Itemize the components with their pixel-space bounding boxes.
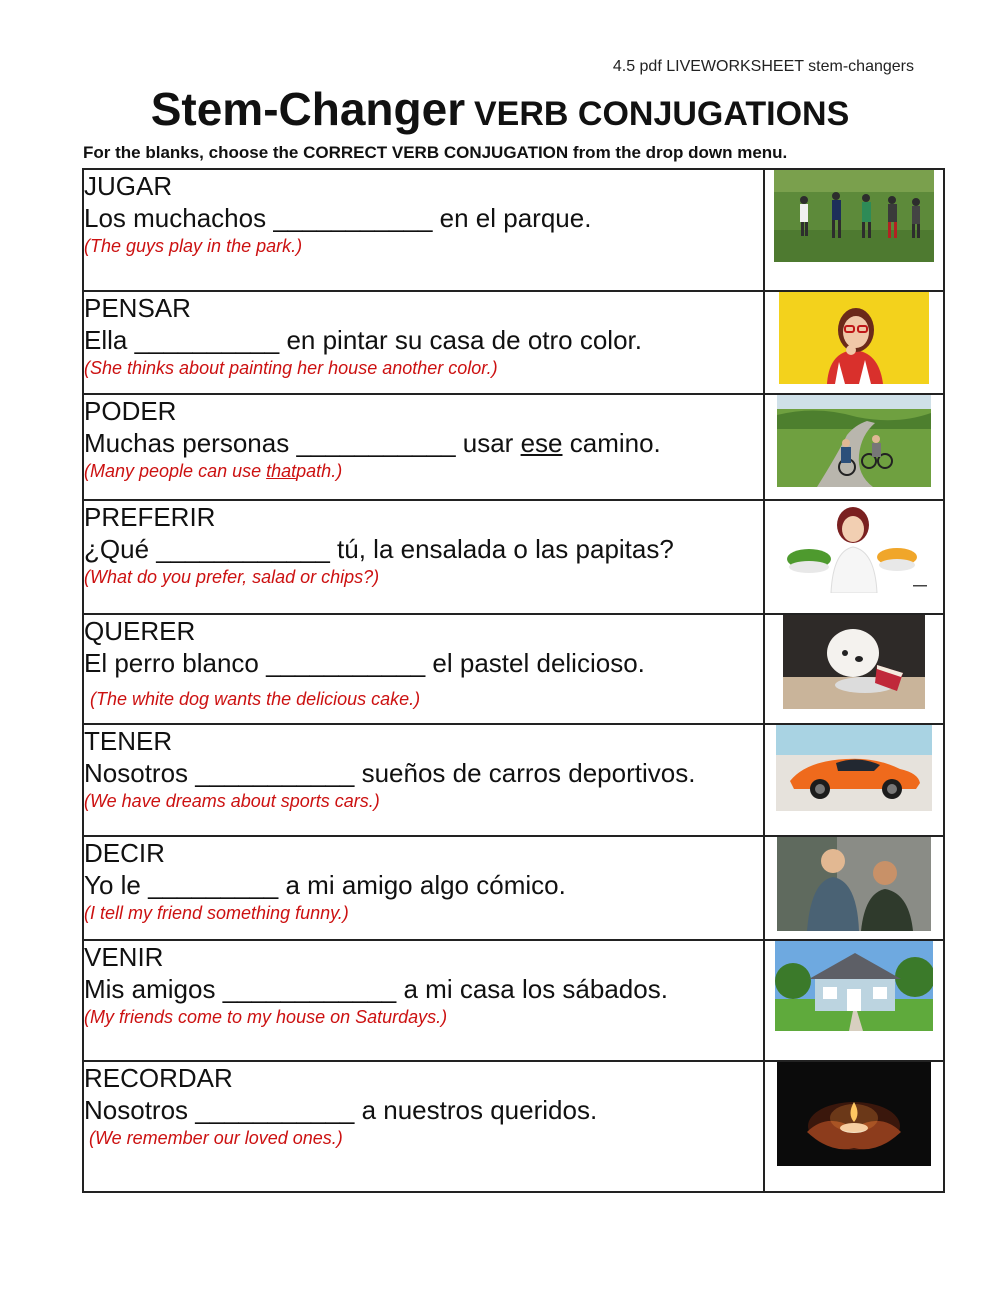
sentence: [84, 324, 763, 356]
row-text-cell: [83, 836, 764, 940]
thinking-woman-photo: [779, 292, 929, 384]
verb-label: PENSAR: [84, 293, 191, 323]
row-image-cell: [764, 724, 944, 836]
translation: (We remember our loved ones.): [89, 1128, 343, 1148]
file-note: 4.5 pdf LIVEWORKSHEET stem-changers: [612, 58, 914, 75]
sentence-end: a nuestros queridos.: [361, 1095, 598, 1125]
translation: [84, 459, 763, 483]
sentence-end: en pintar su casa de otro color.: [286, 325, 642, 355]
sentence: [84, 869, 763, 901]
sentence-start: Nosotros: [84, 758, 189, 788]
sentence-end: tú, la ensalada o las papitas?: [337, 534, 674, 564]
sentence-end: en el parque.: [439, 203, 592, 233]
translation: (We have dreams about sports cars.): [84, 791, 380, 811]
verb-label: TENER: [84, 726, 173, 756]
row-image-cell: [764, 500, 944, 614]
row-text-cell: [83, 291, 764, 394]
sentence: [84, 647, 763, 679]
friends-laughing-photo: [777, 837, 931, 931]
table-row: [83, 724, 944, 836]
table-row: [83, 940, 944, 1061]
verb-label: PODER: [84, 396, 177, 426]
dog-cake-photo: [783, 615, 925, 709]
row-text-cell: [83, 724, 764, 836]
sentence: [84, 202, 763, 234]
sentence-start: El perro blanco: [84, 648, 259, 678]
worksheet-table: [82, 168, 945, 1193]
sentence-start: Mis amigos: [84, 974, 216, 1004]
answer-blank[interactable]: ___________: [273, 203, 433, 233]
verb-label: PREFERIR: [84, 502, 216, 532]
sentence: [84, 757, 763, 789]
sentence-end-pre: usar: [462, 428, 514, 458]
translation-pre: (Many people can use: [84, 461, 262, 481]
verb-label: VENIR: [84, 942, 164, 972]
sentence-underlined-word: ese: [520, 428, 563, 458]
sentence-start: Yo le: [84, 870, 141, 900]
table-row: [83, 1061, 944, 1192]
table-row: [83, 836, 944, 940]
verb-label: QUERER: [84, 616, 196, 646]
answer-blank[interactable]: ____________: [156, 534, 330, 564]
answer-blank[interactable]: ____________: [222, 974, 397, 1004]
translation: (The guys play in the park.): [84, 236, 303, 256]
sentence: [84, 1094, 763, 1126]
row-image-cell: [764, 614, 944, 724]
translation: (The white dog wants the delicious cake.): [90, 689, 421, 709]
row-text-cell: [83, 940, 764, 1061]
sentence: [84, 973, 763, 1005]
answer-blank[interactable]: ___________: [296, 428, 456, 458]
title-main: Stem-Changer: [150, 83, 466, 135]
row-text-cell: [83, 169, 764, 291]
sentence-start: Ella: [84, 325, 128, 355]
sentence-end: a mi casa los sábados.: [403, 974, 668, 1004]
table-row: [83, 614, 944, 724]
row-image-cell: [764, 169, 944, 291]
sentence-start: Nosotros: [84, 1095, 189, 1125]
candle-hands-photo: [777, 1062, 931, 1166]
translation-post: path.): [296, 461, 343, 481]
answer-blank[interactable]: _________: [148, 870, 279, 900]
row-text-cell: [83, 500, 764, 614]
answer-blank[interactable]: ___________: [195, 1095, 355, 1125]
table-row: [83, 291, 944, 394]
sentence-end-post: camino.: [569, 428, 661, 458]
instructions: For the blanks, choose the CORRECT VERB CONJUGATION from the drop down menu.: [83, 143, 788, 162]
row-text-cell: [83, 394, 764, 500]
translation: (I tell my friend something funny.): [84, 903, 349, 923]
sentence-end: el pastel delicioso.: [432, 648, 645, 678]
answer-blank[interactable]: ___________: [266, 648, 426, 678]
title-caps: VERB CONJUGATIONS: [473, 95, 850, 133]
verb-label: JUGAR: [84, 171, 173, 201]
row-text-cell: [83, 614, 764, 724]
translation: (She thinks about painting her house another color.): [84, 358, 498, 378]
soccer-players-photo: [774, 170, 934, 262]
cyclists-path-photo: [777, 395, 931, 487]
table-row: [83, 169, 944, 291]
table-row: [83, 500, 944, 614]
row-image-cell: [764, 1061, 944, 1192]
row-image-cell: [764, 394, 944, 500]
table-row: [83, 394, 944, 500]
sentence-start: Muchas personas: [84, 428, 290, 458]
row-image-cell: [764, 940, 944, 1061]
sentence: [84, 427, 763, 459]
sentence: [84, 533, 763, 565]
sports-car-photo: [776, 725, 932, 811]
verb-label: RECORDAR: [84, 1063, 233, 1093]
row-image-cell: [764, 291, 944, 394]
answer-blank[interactable]: __________: [134, 325, 280, 355]
row-image-cell: [764, 836, 944, 940]
sentence-start: ¿Qué: [84, 534, 150, 564]
salad-or-chips-photo: [779, 501, 929, 593]
row-text-cell: [83, 1061, 764, 1192]
answer-blank[interactable]: ___________: [195, 758, 355, 788]
sentence-start: Los muchachos: [84, 203, 267, 233]
sentence-end: a mi amigo algo cómico.: [285, 870, 566, 900]
translation: (My friends come to my house on Saturdays.): [84, 1007, 448, 1027]
translation: (What do you prefer, salad or chips?): [84, 567, 380, 587]
page-title: [0, 82, 1000, 136]
house-photo: [775, 941, 933, 1031]
verb-label: DECIR: [84, 838, 165, 868]
translation-underlined-word: that: [266, 461, 297, 481]
sentence-end: sueños de carros deportivos.: [361, 758, 696, 788]
